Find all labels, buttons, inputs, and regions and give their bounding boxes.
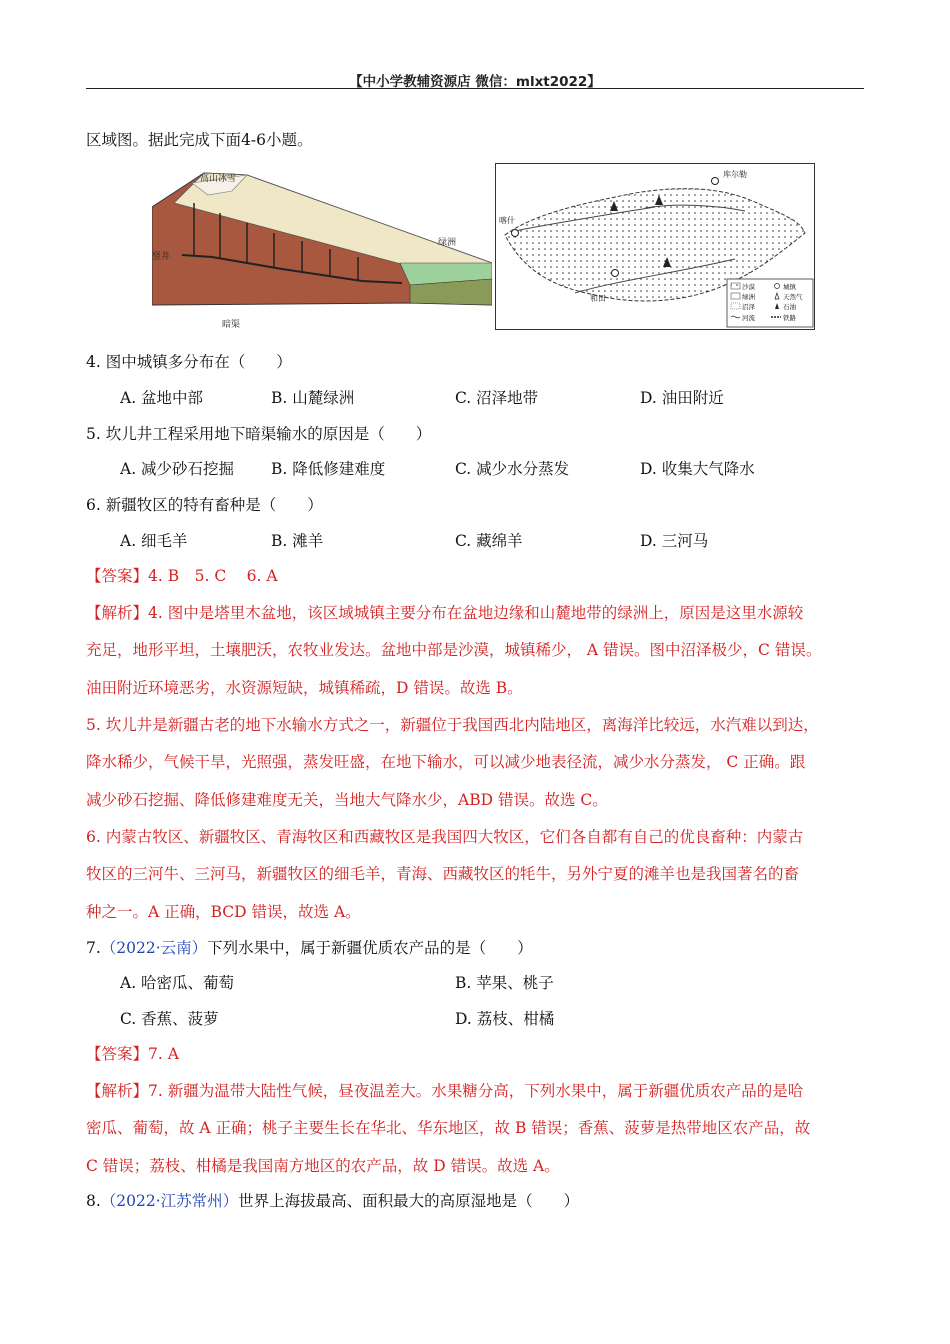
q6-option-b: B. 滩羊 xyxy=(271,532,324,550)
label-oasis: 绿洲 xyxy=(438,238,457,248)
legend-desert: 沙漠 xyxy=(742,283,755,291)
analysis-1-line-6: 减少砂石挖掘、降低修建难度无关，当地大气降水少，ABD 错误。故选 C。 xyxy=(86,791,608,809)
legend-oil: 石油 xyxy=(783,303,796,311)
label-canal: 暗渠 xyxy=(222,320,241,330)
legend-marsh: 沼泽 xyxy=(742,303,755,311)
tarim-map xyxy=(495,163,815,330)
map-legend xyxy=(727,279,813,327)
q5-stem: 5. 坎儿井工程采用地下暗渠输水的原因是（ ） xyxy=(86,425,432,443)
karez-diagram xyxy=(152,165,492,330)
label-hotan: 和田 xyxy=(590,294,606,303)
q5-option-a: A. 减少砂石挖掘 xyxy=(120,460,235,478)
analysis-2-line-2: 密瓜、葡萄，故 A 正确；桃子主要生长在华北、华东地区，故 B 错误；香蕉、菠萝是热带地区农产品，故 xyxy=(86,1119,811,1137)
q6-option-a: A. 细毛羊 xyxy=(120,532,188,550)
q7-option-c: C. 香蕉、菠萝 xyxy=(120,1010,219,1028)
label-well: 竖井 xyxy=(152,252,171,262)
analysis-1-line-9: 种之一。A 正确，BCD 错误，故选 A。 xyxy=(86,903,361,921)
q5-option-d: D. 收集大气降水 xyxy=(640,460,755,478)
q7-source: （2022·云南） xyxy=(100,939,208,957)
label-snow: 高山冰雪 xyxy=(200,174,237,184)
answer-block-1 xyxy=(86,566,278,586)
analysis-1-line-5: 降水稀少，气候干旱，光照强，蒸发旺盛，在地下输水，可以减少地表径流，减少水分蒸发， C 正确。跟 xyxy=(86,753,806,771)
answer-block-2: 【答案】7. A xyxy=(86,1045,179,1063)
q7-stem: 7.（2022·云南）下列水果中，属于新疆优质农产品的是（ ） xyxy=(86,939,533,957)
q5-option-b: B. 降低修建难度 xyxy=(271,460,386,478)
header-rule xyxy=(86,88,864,89)
intro-text: 区域图。据此完成下面4-6小题。 xyxy=(86,131,313,149)
analysis-1-line-7: 6. 内蒙古牧区、新疆牧区、青海牧区和西藏牧区是我国四大牧区，它们各自都有自己的优良畜种：内蒙古 xyxy=(86,828,804,846)
answer-text: 4. B 5. C 6. A xyxy=(148,567,278,585)
analysis-2-line-1: 【解析】7. 新疆为温带大陆性气候，昼夜温差大。水果糖分高，下列水果中，属于新疆优质农产品的是哈 xyxy=(86,1082,804,1100)
q6-stem: 6. 新疆牧区的特有畜种是（ ） xyxy=(86,496,323,514)
q5-option-c: C. 减少水分蒸发 xyxy=(455,460,570,478)
legend-river: 河流 xyxy=(742,314,755,322)
analysis-1-line-3: 油田附近环境恶劣，水资源短缺，城镇稀疏，D 错误。故选 B。 xyxy=(86,679,523,697)
analysis-1-line-2: 充足，地形平坦，土壤肥沃，农牧业发达。盆地中部是沙漠，城镇稀少， A 错误。图中沼泽极少，C 错误。 xyxy=(86,641,822,659)
analysis-tag: 【解析】 xyxy=(86,604,149,622)
q6-option-d: D. 三河马 xyxy=(640,532,709,550)
page-header: 【中小学教辅资源店 微信：mlxt2022】 xyxy=(349,74,601,90)
q4-stem: 4. 图中城镇多分布在（ ） xyxy=(86,353,292,371)
legend-railway: 铁路 xyxy=(783,314,796,322)
q7-option-d: D. 荔枝、柑橘 xyxy=(455,1010,555,1028)
q7-option-a: A. 哈密瓜、葡萄 xyxy=(120,974,235,992)
q6-option-c: C. 藏绵羊 xyxy=(455,532,523,550)
q4-option-c: C. 沼泽地带 xyxy=(455,389,539,407)
legend-oasis: 绿洲 xyxy=(742,293,755,301)
q8-source: （2022·江苏常州） xyxy=(100,1192,239,1210)
legend-town: 城镇 xyxy=(783,283,796,291)
answer-tag: 【答案】 xyxy=(86,567,149,585)
label-kashgar: 喀什 xyxy=(499,216,515,225)
q4-option-a: A. 盆地中部 xyxy=(120,389,204,407)
analysis-1-line-8: 牧区的三河牛、三河马，新疆牧区的细毛羊，青海、西藏牧区的牦牛，另外宁夏的滩羊也是我国著名的畜 xyxy=(86,865,800,883)
legend-gas: 天然气 xyxy=(783,293,803,301)
analysis-2-line-3: C 错误；荔枝、柑橘是我国南方地区的农产品，故 D 错误。故选 A。 xyxy=(86,1157,560,1175)
analysis-1-line-1: 【解析】4. 图中是塔里木盆地，该区域城镇主要分布在盆地边缘和山麓地带的绿洲上，原因是这里水源较 xyxy=(86,604,804,622)
q4-option-b: B. 山麓绿洲 xyxy=(271,389,355,407)
label-korla: 库尔勒 xyxy=(723,170,747,179)
q7-option-b: B. 苹果、桃子 xyxy=(455,974,554,992)
analysis-1-line-4: 5. 坎儿井是新疆古老的地下水输水方式之一，新疆位于我国西北内陆地区，离海洋比较远，水汽难以到达， xyxy=(86,716,819,734)
q8-stem: 8.（2022·江苏常州）世界上海拔最高、面积最大的高原湿地是（ ） xyxy=(86,1192,580,1210)
q4-option-d: D. 油田附近 xyxy=(640,389,724,407)
